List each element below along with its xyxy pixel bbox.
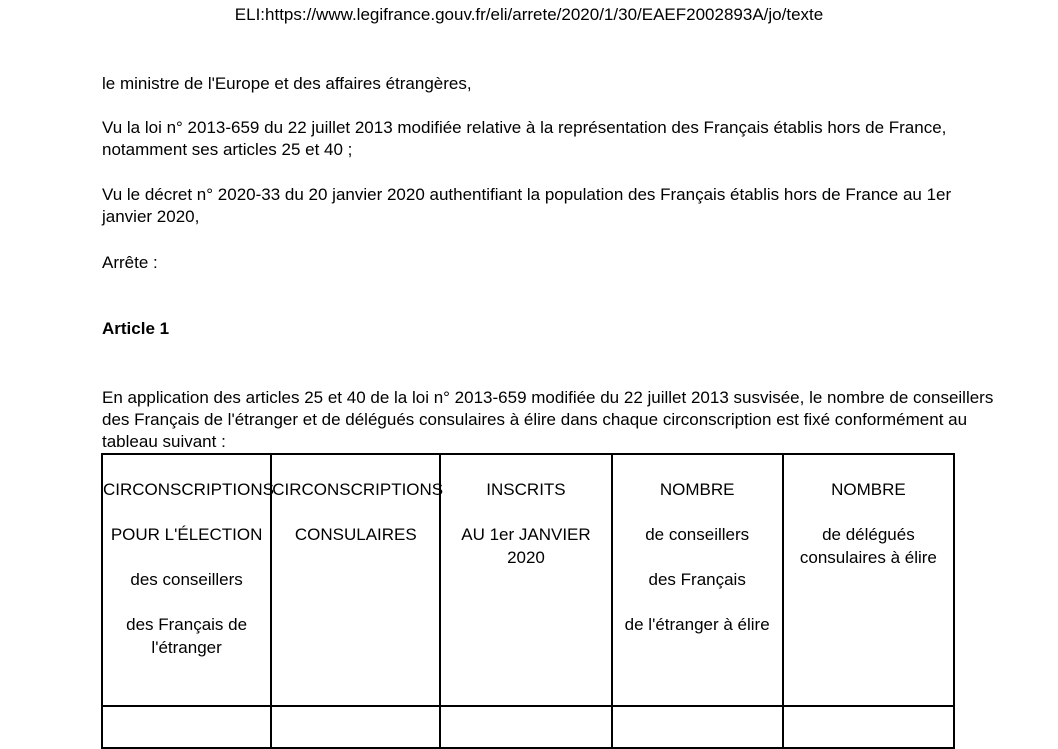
vu-decret-paragraph: Vu le décret n° 2020-33 du 20 janvier 2020 authentifiant la population des Français établis hors de France au 1er janvier 2020, [102,185,952,226]
header-cell-text: CIRCONSCRIPTIONS POUR L'ÉLECTION des conseillers des Français de l'étranger [103,480,274,657]
table-cell [271,706,440,748]
article-title: Article 1 [102,319,170,338]
header-cell-text: NOMBRE de conseillers des Français de l'étranger à élire [624,480,770,634]
table-cell [612,706,783,748]
header-inscrits [440,454,611,706]
header-nombre-conseillers [612,454,783,706]
table-cell [783,706,954,748]
header-cell-text: NOMBRE de délégués consulaires à élire [799,480,937,567]
eli-reference: ELI:https://www.legifrance.gouv.fr/eli/arrete/2020/1/30/EAEF2002893A/jo/texte [234,5,824,24]
arrete-line: Arrête : [102,253,158,272]
table-cell [102,706,271,748]
header-cell-text: CIRCONSCRIPTIONS CONSULAIRES [272,480,444,544]
table-row [102,706,954,748]
vu-loi-paragraph: Vu la loi n° 2013-659 du 22 juillet 2013 modifiée relative à la représentation des Français établis hors de France, notamment ses articles 25 et 40 ; [102,118,947,159]
header-cell-text: INSCRITS AU 1er JANVIER 2020 [461,480,591,567]
ministre-line: le ministre de l'Europe et des affaires étrangères, [102,74,472,93]
table-cell [440,706,611,748]
circonscriptions-table [101,453,955,749]
article-text: En application des articles 25 et 40 de la loi n° 2013-659 modifiée du 22 juillet 2013 susvisée, le nombre de conseillers des Français de l'étranger et de délégués consulaires à élire dans chaque circonscription est fixé conformément au tableau suivant : [102,388,994,451]
header-circonscriptions-consulaires [271,454,444,706]
header-circonscriptions-election [102,454,274,706]
header-nombre-delegues [783,454,954,706]
table-header-row [102,454,954,706]
